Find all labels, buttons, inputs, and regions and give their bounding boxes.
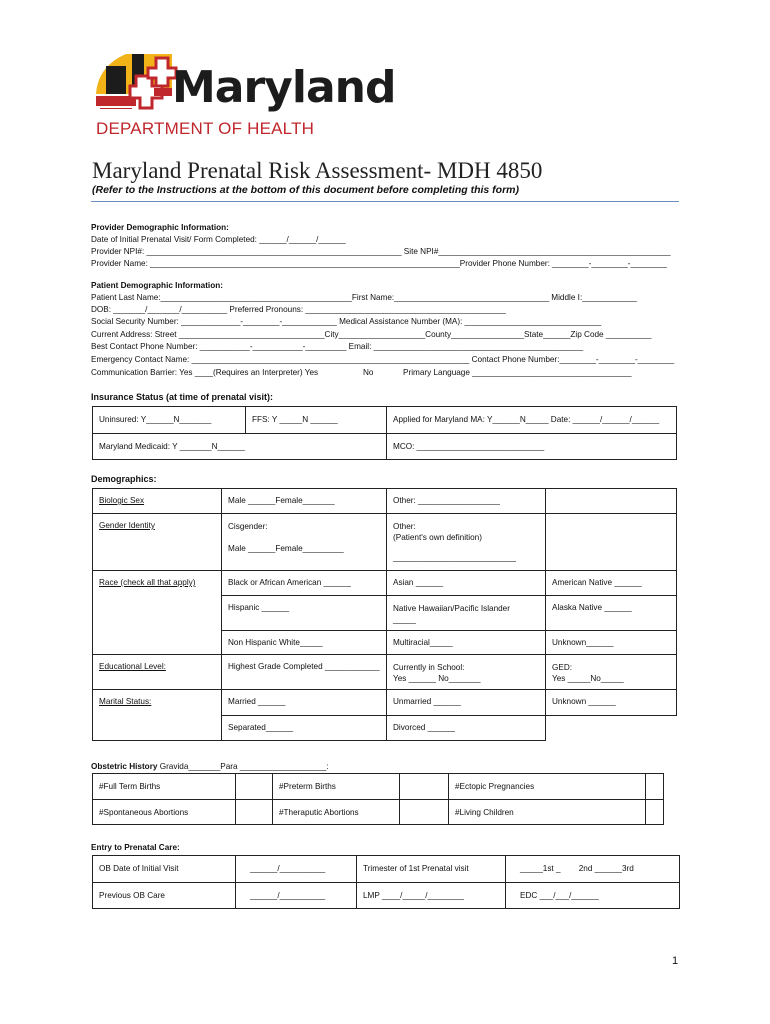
ob-initial-visit-label: OB Date of Initial Visit (93, 856, 236, 883)
marital-label: Marital Status: (93, 690, 222, 741)
demographics-table (92, 488, 677, 741)
patient-line-barrier[interactable]: Communication Barrier: Yes ____(Requires an Interpreter) Yes (91, 368, 319, 377)
gender-identity-field[interactable] (222, 514, 387, 571)
therapeutic-value[interactable] (400, 800, 449, 825)
obstetric-heading-label: Obstetric History (91, 762, 158, 771)
ob-initial-visit-field[interactable]: ______/__________ (236, 856, 357, 883)
race-hawaiian[interactable] (387, 596, 546, 631)
ffs-cell[interactable]: FFS: Y _____N ______ (246, 407, 387, 434)
gender-other-label: Other: (393, 522, 416, 531)
insurance-heading: Insurance Status (at time of prenatal visit): (91, 392, 274, 402)
race-white[interactable]: Non Hispanic White_____ (222, 631, 387, 655)
patient-barrier-no[interactable]: No (363, 368, 374, 377)
highest-grade-field[interactable]: Highest Grade Completed ____________ (222, 655, 387, 690)
education-label: Educational Level: (93, 655, 222, 690)
ectopic-label: #Ectopic Pregnancies (449, 774, 646, 800)
therapeutic-label: #Theraputic Abortions (273, 800, 400, 825)
demographics-heading: Demographics: (91, 474, 157, 484)
ectopic-value[interactable] (646, 774, 664, 800)
entry-table (92, 855, 680, 909)
lmp-field[interactable]: LMP ____/_____/________ (357, 883, 506, 909)
logo-wordmark: Maryland (172, 62, 396, 113)
obstetric-heading[interactable] (91, 761, 329, 773)
cisgender-options[interactable]: Male ______Female_________ (228, 544, 344, 553)
race-multiracial[interactable]: Multiracial_____ (387, 631, 546, 655)
gender-other-line[interactable]: ___________________________ (393, 553, 516, 562)
preterm-label: #Preterm Births (273, 774, 400, 800)
trimester-field[interactable]: _____1st _ 2nd ______3rd (506, 856, 680, 883)
gender-other-hint: (Patient's own definition) (393, 533, 482, 542)
ged-options[interactable]: Yes _____No_____ (552, 674, 624, 683)
gravida-para-fields[interactable]: Gravida_______Para ___________________: (157, 762, 329, 771)
race-black[interactable]: Black or African American ______ (222, 571, 387, 596)
department-name: DEPARTMENT OF HEALTH (96, 119, 315, 138)
patient-line-dob[interactable]: DOB: _______/_______/__________ Preferred Pronouns: ____________________________________________ (91, 305, 506, 314)
form-subtitle: (Refer to the Instructions at the bottom of this document before completing this form) (92, 184, 520, 196)
entry-heading: Entry to Prenatal Care: (91, 843, 180, 852)
in-school-options[interactable]: Yes ______ No_______ (393, 674, 481, 683)
page-number: 1 (672, 955, 679, 967)
marital-divorced[interactable]: Divorced ______ (387, 716, 546, 741)
marital-separated[interactable]: Separated______ (222, 716, 387, 741)
medicaid-cell[interactable]: Maryland Medicaid: Y _______N______ (93, 434, 387, 460)
living-children-value[interactable] (646, 800, 664, 825)
race-hispanic[interactable]: Hispanic ______ (222, 596, 387, 631)
insurance-table (92, 406, 677, 460)
race-american-native[interactable]: American Native ______ (546, 571, 677, 596)
provider-line-name[interactable]: Provider Name: ____________________________________________________________________Provider Phone Number: ________-________-________ (91, 259, 667, 268)
mco-cell[interactable]: MCO: ____________________________ (387, 434, 677, 460)
race-hawaiian-line[interactable]: _____ (393, 615, 416, 624)
form-title: Maryland Prenatal Risk Assessment- MDH 4850 (92, 158, 543, 183)
race-alaska-native[interactable]: Alaska Native ______ (546, 596, 677, 631)
applied-ma-cell[interactable]: Applied for Maryland MA: Y______N_____ Date: ______/______/______ (387, 407, 677, 434)
marital-unmarried[interactable]: Unmarried ______ (387, 690, 546, 716)
race-asian[interactable]: Asian ______ (387, 571, 546, 596)
obstetric-table (92, 773, 664, 825)
in-school-field[interactable] (387, 655, 546, 690)
patient-line-contact[interactable]: Best Contact Phone Number: ___________-___________-_________ Email: ______________________________________________ (91, 342, 584, 351)
full-term-value[interactable] (236, 774, 273, 800)
race-unknown[interactable]: Unknown______ (546, 631, 677, 655)
marital-unknown[interactable]: Unknown ______ (546, 690, 677, 716)
ged-label: GED: (552, 663, 573, 672)
marital-married[interactable]: Married ______ (222, 690, 387, 716)
gender-identity-other[interactable] (387, 514, 546, 571)
biologic-sex-label: Biologic Sex (93, 489, 222, 514)
previous-ob-label: Previous OB Care (93, 883, 236, 909)
spontaneous-label: #Spontaneous Abortions (93, 800, 236, 825)
full-term-label: #Full Term Births (93, 774, 236, 800)
race-hawaiian-label: Native Hawaiian/Pacific Islander (393, 604, 510, 613)
ged-field[interactable] (546, 655, 677, 690)
gender-identity-label: Gender Identity (93, 514, 222, 571)
patient-line-address[interactable]: Current Address: Street ________________________________City___________________County________________State______Zip Code __________ (91, 330, 652, 339)
title-rule (91, 201, 679, 202)
patient-line-language[interactable]: Primary Language ___________________________________ (403, 368, 632, 377)
patient-line-emergency[interactable]: Emergency Contact Name: _____________________________________________________________ Contact Phone Number:________-________-________ (91, 355, 675, 364)
uninsured-cell[interactable]: Uninsured: Y______N_______ (93, 407, 246, 434)
spontaneous-value[interactable] (236, 800, 273, 825)
living-children-label: #Living Children (449, 800, 646, 825)
provider-line-date[interactable]: Date of Initial Prenatal Visit/ Form Completed: ______/______/______ (91, 235, 346, 244)
patient-line-name[interactable]: Patient Last Name:__________________________________________First Name:__________________________________ Middle I:____________ (91, 293, 637, 302)
provider-heading: Provider Demographic Information: (91, 223, 229, 232)
biologic-sex-field[interactable]: Male ______Female_______ (222, 489, 387, 514)
cisgender-label: Cisgender: (228, 522, 268, 531)
edc-field[interactable]: EDC ___/___/______ (506, 883, 680, 909)
patient-heading: Patient Demographic Information: (91, 281, 223, 290)
previous-ob-field[interactable]: ______/__________ (236, 883, 357, 909)
trimester-label: Trimester of 1st Prenatal visit (357, 856, 506, 883)
preterm-value[interactable] (400, 774, 449, 800)
biologic-sex-other[interactable]: Other: __________________ (387, 489, 546, 514)
in-school-label: Currently in School: (393, 663, 465, 672)
race-label: Race (check all that apply) (93, 571, 222, 655)
patient-line-ssn[interactable]: Social Security Number: _____________-________-____________ Medical Assistance Number (MA): ______________________________ (91, 317, 602, 326)
provider-line-npi[interactable]: Provider NPI#: ________________________________________________________ Site NPI#___________________________________________________ (91, 247, 671, 256)
